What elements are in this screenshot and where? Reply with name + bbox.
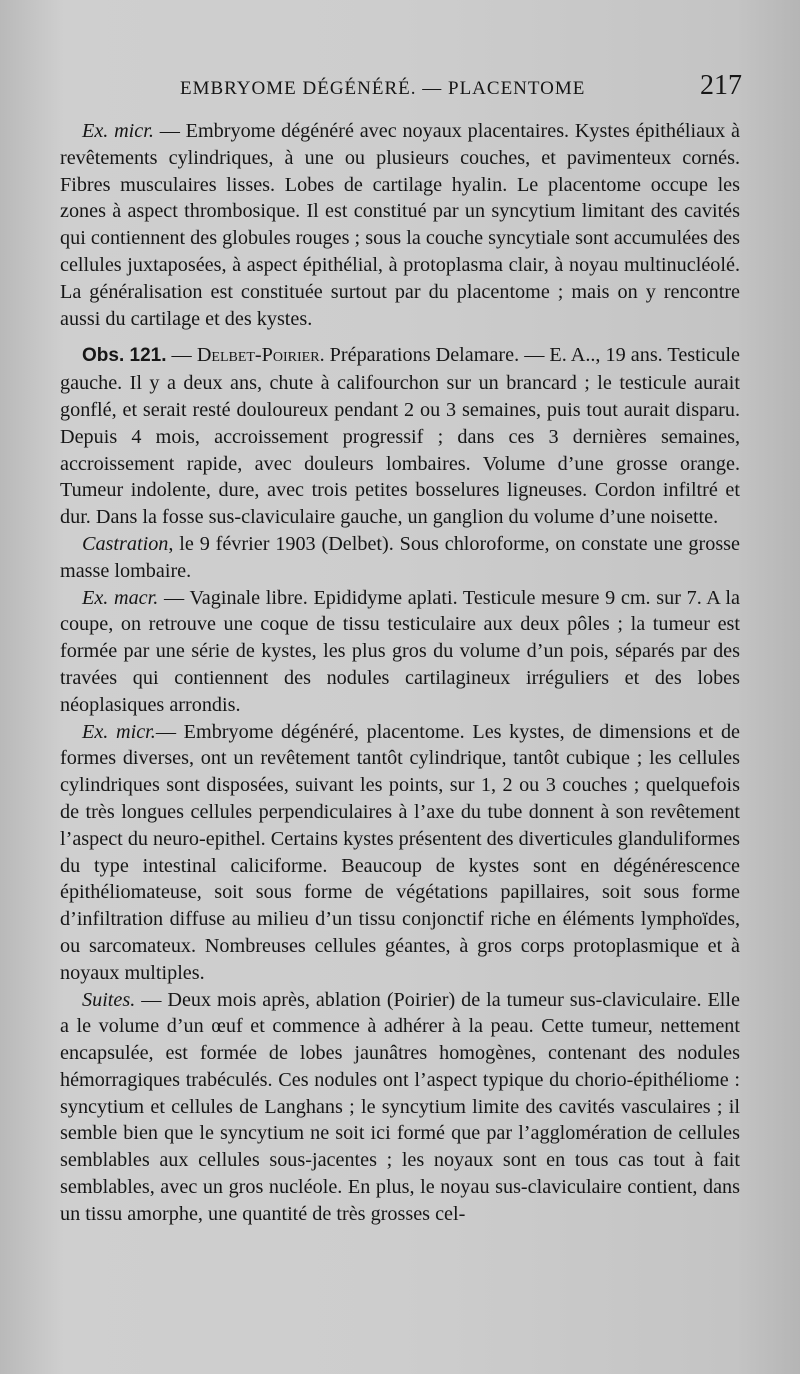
paragraph-text: — Vaginale libre. Epididyme aplati. Testicule mesure 9 cm. sur 7. A la coupe, on retrouve une coque de tissu testiculaire aux deux pôles ; la tumeur est formée par une série de kystes, les plus gros du volume d’un pois, séparés par des travées qui contiennent des nodules cartilagineux irréguliers et des lobes néoplasiques arrondis. [60, 586, 740, 716]
body-text [60, 118, 740, 1228]
paragraph-text: . Préparations Delamare. — E. A.., 19 ans. Testicule gauche. Il y a deux ans, chute à califourchon sur un brancard ; le testicule aurait gonflé, et serait resté douloureux pendant 2 ou 3 semaines, puis tout aurait disparu. Depuis 4 mois, accroissement progressif ; dans ces 3 dernières semaines, accroissement rapide, avec douleurs lombaires. Volume d’une grosse orange. Tumeur indolente, dure, avec trois petites bosselures ligneuses. Cordon infiltré et dur. Dans la fosse sus-claviculaire gauche, un ganglion du volume d’une noisette. [60, 344, 740, 529]
paragraph-observation-121 [60, 342, 740, 531]
paragraph-suites [60, 987, 740, 1228]
section-label: Ex. micr. [82, 120, 154, 142]
running-head [60, 68, 742, 108]
observation-label: Obs. 121. [82, 345, 167, 367]
running-title: EMBRYOME DÉGÉNÉRÉ. — PLACENTOME [180, 78, 586, 99]
paragraph-castration [60, 531, 740, 585]
page-number: 217 [700, 70, 742, 101]
paragraph-text: — Embryome dégénéré, placentome. Les kystes, de dimensions et de formes diverses, ont un revêtement tantôt cylindrique, tantôt cubique ; les cellules cylindriques sont disposées, suivant les points, sur 1, 2 ou 3 couches ; quelquefois de très longues cellules perpendiculaires à l’axe du tube donnent à son revêtement l’aspect du neuro-epithel. Certains kystes présentent des diverticules glanduliformes du type intestinal caliciforme. Beaucoup de kystes sont en dégénérescence épithéliomateuse, soit sous forme de végétations papillaires, soit sous forme d’infiltration diffuse au milieu d’un tissu conjonctif riche en éléments lymphoïdes, ou sarcomateux. Nombreuses cellules géantes, à gros corps protoplasmique et à noyaux multiples. [60, 720, 741, 984]
section-label: Ex. macr. [82, 586, 159, 609]
paragraph-text: — Embryome dégénéré avec noyaux placentaires. Kystes épithéliaux à revêtements cylindriques, à une ou plusieurs couches, et pavimenteux cornés. Fibres musculaires lisses. Lobes de cartilage hyalin. Le placentome occupe les zones à aspect thrombosique. Il est constitué par un syncytium limitant des cavités qui contiennent des globules rouges ; sous la couche syncytiale sont accumulées des cellules juxtaposées, à aspect épithélial, à protoplasma clair, à noyau multinucléolé. La généralisation est constituée surtout par du placentome ; mais on y rencontre aussi du cartilage et des kystes. [60, 120, 740, 330]
paragraph-text: — Deux mois après, ablation (Poirier) de la tumeur sus-claviculaire. Elle a le volume d’un œuf et commence à adhérer à la peau. Cette tumeur, nettement encapsulée, est formée de lobes jaunâtres homogènes, contenant des nodules hémorragiques trabéculés. Ces nodules ont l’aspect typique du chorio-épithéliome : syncytium et cellules de Langhans ; le syncytium limite des cavités vasculaires ; il semble bien que le syncytium ne soit ici formé que par l’agglomération de cellules semblables aux cellules sous-jacentes ; les noyaux sont en tous cas tout à fait semblables, avec un gros nucléole. En plus, le noyau sus-claviculaire contient, dans un tissu amorphe, une quantité de très grosses cel- [60, 988, 740, 1225]
observation-author: Delbet-Poirier [196, 344, 320, 367]
paragraph-ex-macr [60, 585, 740, 719]
observation-dash: — [166, 344, 197, 367]
section-label: Castration [82, 532, 169, 555]
paragraph-ex-micr-1 [60, 118, 740, 332]
paragraph-ex-micr-2 [60, 719, 740, 987]
paragraph-text: , le 9 février 1903 (Delbet). Sous chloroforme, on constate une grosse masse lombaire. [60, 532, 740, 582]
section-label: Suites. [82, 988, 136, 1011]
section-label: Ex. micr. [82, 720, 156, 743]
